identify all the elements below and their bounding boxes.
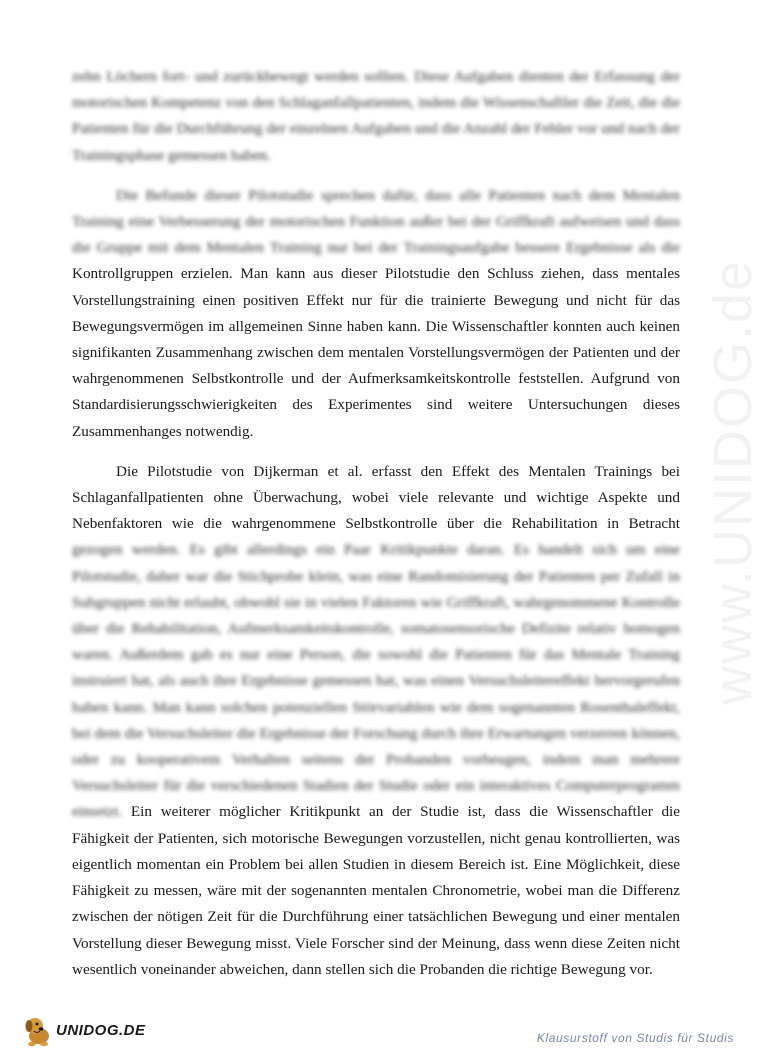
- paragraph-3: [72, 459, 680, 983]
- logo-text: UNIDOG.DE: [56, 1022, 146, 1039]
- paragraph-3-clear-end: Ein weiterer möglicher Kritikpunkt an der Studie ist, dass die Wissenschaftler die Fähigkeit der Patienten, sich motorische Bewegungen vorzustellen, nicht genau kontrollierten, was eigentlich momentan ein Problem bei allen Studien in diesem Bereich ist. Eine Möglichkeit, diese Fähigkeit zu messen, wäre mit der sogenannten mentalen Chronometrie, wobei man die Differenz zwischen der nötigen Zeit für die Durchführung einer tatsächlichen Bewegung und einer mentalen Vorstellung dieser Bewegung misst. Viele Forscher sind der Meinung, dass wenn diese Zeiten nicht wesentlich voneinander abweichen, dann stellen sich die Probanden die richtige Bewegung vor.: [72, 803, 681, 978]
- paragraph-1-blurred: zehn Löchern fort- und zurückbewegt werden sollten. Diese Aufgaben dienten der Erfassung der motorischen Kompetenz von den Schlaganfallpatienten, indem die Wissenschaftler die Zeit, die die Patienten für die Durchführung der einzelnen Aufgaben und die Anzahl der Fehler vor und nach der Trainingsphase gemessen haben.: [72, 68, 680, 164]
- paragraph-2-blurred: Die Befunde dieser Pilotstudie sprechen dafür, dass alle Patienten nach dem Mentalen Training eine Verbesserung der motorischen Funktion außer bei der Griffkraft aufweisen und dass die Gruppe mit dem Mentalen Training nur bei der Trainingsaufgabe bessere Ergebnisse als die: [72, 186, 680, 257]
- paragraph-2-clear: Kontrollgruppen erzielen. Man kann aus dieser Pilotstudie den Schluss ziehen, dass mentales Vorstellungstraining einen positiven Effekt nur für die trainierte Bewegung und nicht für das Bewegungsvermögen im allgemeinen Sinne haben kann. Die Wissenschaftler konnten auch keinen signifikanten Zusammenhang zwischen dem mentalen Vorstellungsvermögen der Patienten und der wahrgenommenen Selbstkontrolle und der Aufmerksamkeitskontrolle feststellen. Aufgrund von Standardisierungsschwierigkeiten des Experimentes sind weitere Untersuchungen dieses Zusammenhanges notwendig.: [72, 265, 680, 440]
- paragraph-2: [72, 183, 680, 445]
- footer-tagline: Klausurstoff von Studis für Studis: [536, 1031, 734, 1045]
- dog-icon: [22, 1014, 56, 1048]
- watermark: www.UNIDOG.de: [703, 258, 763, 706]
- paragraph-3-blurred: gezogen werden. Es gibt allerdings ein Paar Kritikpunkte daran. Es handelt sich um eine Pilotstudie, daher war die Stichprobe klein, was eine Randomisierung der Patienten per Zufall in Subgruppen nicht erlaubt, obwohl sie in vielen Faktoren wie Griffkraft, wahrgenommene Kontrolle über die Rehabilitation, Aufmerksamkeitskontrolle, somatosensorische Defizite relativ homogen waren. Außerdem gab es nur eine Person, die sowohl die Patienten für das Mentale Training instruiert hat, als auch ihre Ergebnisse gemessen hat, was einen Versuchsleitereffekt hervorgerufen haben kann. Man kann solchen potenziellen Störvariablen wie dem sogenannten Rosenthaleffekt, bei dem die Versuchsleiter die Ergebnisse der Forschung durch ihre Erwartungen verzerren können, oder zu kooperativem Verhalten seitens der Probanden vorbeugen, indem man mehrere Versuchsleiter für die verschiedenen Stadien der Studie oder ein interaktives Computerprogramm einsetzt.: [72, 541, 680, 821]
- document-body: [72, 64, 680, 983]
- paragraph-3-clear: Die Pilotstudie von Dijkerman et al. erfasst den Effekt des Mentalen Trainings bei Schlaganfallpatienten ohne Überwachung, wobei viele relevante und wichtige Aspekte und Nebenfaktoren wie die wahrgenommene Selbstkontrolle über die Rehabilitation in Betracht: [72, 462, 680, 533]
- unidog-logo[interactable]: [22, 1014, 152, 1050]
